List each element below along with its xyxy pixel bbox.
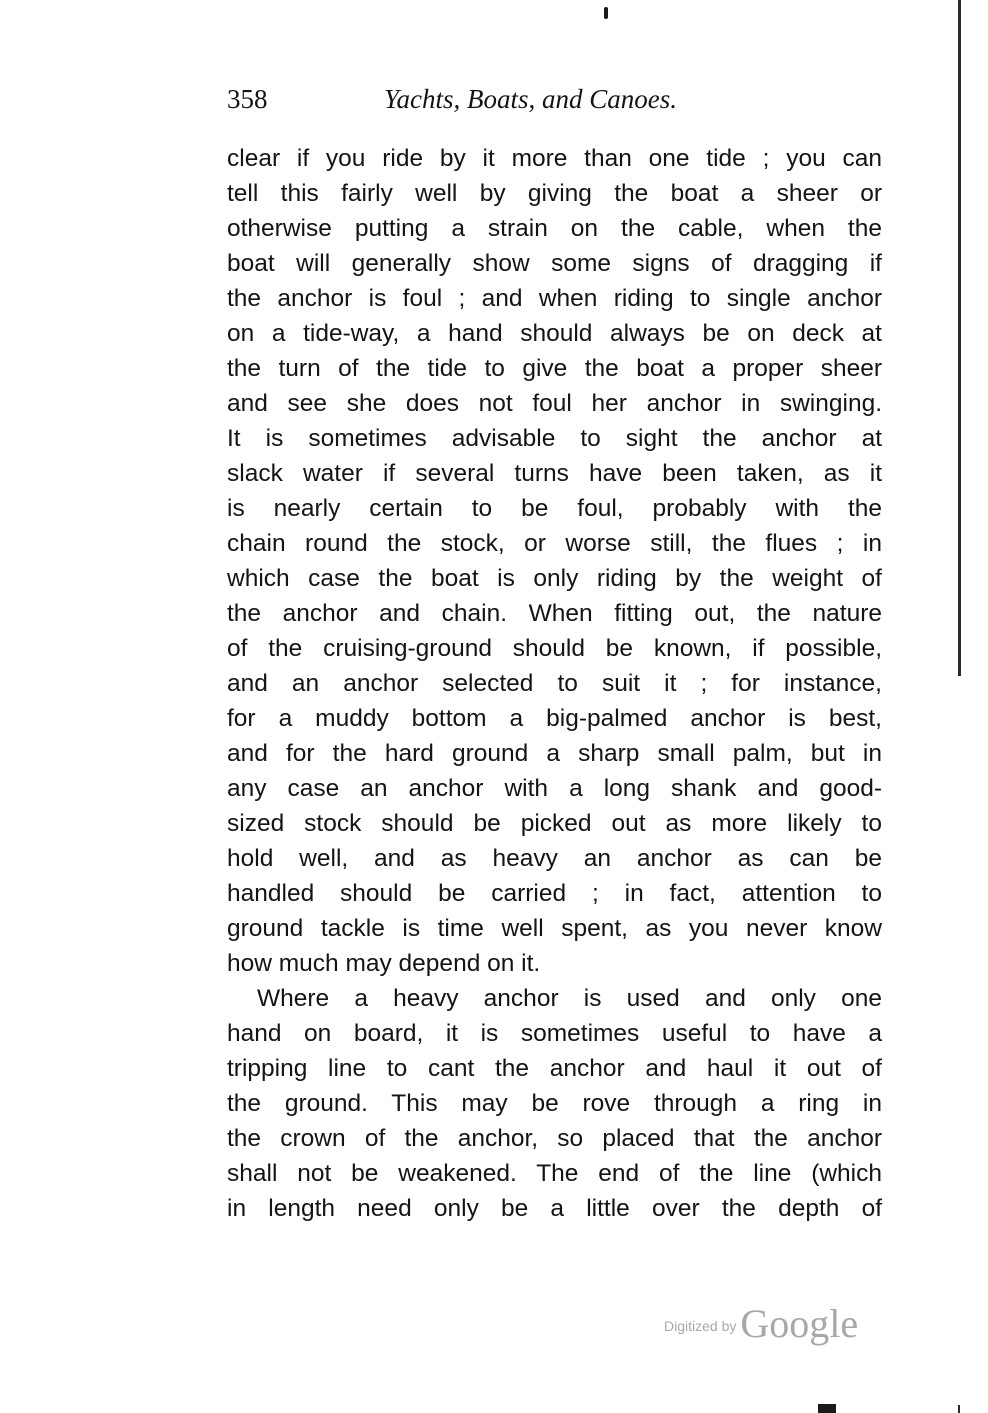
text-line: the turn of the tide to give the boat a proper sheer [227, 355, 882, 382]
text-line: chain round the stock, or worse still, the flues ; in [227, 530, 882, 557]
page-edge-line-bottom [958, 1405, 960, 1413]
text-line: how much may depend on it. [227, 950, 541, 977]
text-line: the ground. This may be rove through a ring in [227, 1090, 882, 1117]
text-line: hold well, and as heavy an anchor as can be [227, 845, 882, 872]
text-line: boat will generally show some signs of dragging if [227, 250, 882, 277]
text-line: It is sometimes advisable to sight the anchor at [227, 425, 882, 452]
scan-mark-bottom [818, 1404, 836, 1413]
text-line: slack water if several turns have been taken, as it [227, 460, 882, 487]
watermark-brand: Google [740, 1301, 859, 1346]
page-header [227, 84, 887, 124]
text-line: and for the hard ground a sharp small palm, but in [227, 740, 882, 767]
page-number: 358 [227, 84, 268, 114]
text-line: in length need only be a little over the depth of [227, 1195, 882, 1222]
text-line: and see she does not foul her anchor in swinging. [227, 390, 882, 417]
text-line: clear if you ride by it more than one tide ; you can [227, 145, 882, 172]
watermark-prefix: Digitized by [664, 1318, 737, 1334]
text-line: tripping line to cant the anchor and haul it out of [227, 1055, 882, 1082]
text-line: on a tide-way, a hand should always be on deck at [227, 320, 882, 347]
text-line: of the cruising-ground should be known, if possible, [227, 635, 882, 662]
text-line: for a muddy bottom a big-palmed anchor is best, [227, 705, 882, 732]
body-text [227, 141, 882, 1226]
text-line: Where a heavy anchor is used and only one [257, 985, 882, 1012]
text-line: tell this fairly well by giving the boat a sheer or [227, 180, 882, 207]
text-line: the anchor is foul ; and when riding to single anchor [227, 285, 882, 312]
text-line: handled should be carried ; in fact, attention to [227, 880, 882, 907]
text-line: shall not be weakened. The end of the line (which [227, 1160, 882, 1187]
text-line: and an anchor selected to suit it ; for instance, [227, 670, 882, 697]
text-line: which case the boat is only riding by the weight of [227, 565, 882, 592]
running-title: Yachts, Boats, and Canoes. [384, 84, 678, 114]
text-line: any case an anchor with a long shank and good- [227, 775, 882, 802]
page-edge-line [958, 0, 961, 676]
text-line: is nearly certain to be foul, probably with the [227, 495, 882, 522]
text-line: the anchor and chain. When fitting out, the nature [227, 600, 882, 627]
text-line: otherwise putting a strain on the cable, when the [227, 215, 882, 242]
text-line: hand on board, it is sometimes useful to have a [227, 1020, 882, 1047]
text-line: the crown of the anchor, so placed that the anchor [227, 1125, 882, 1152]
digitized-by-watermark [664, 1300, 858, 1350]
text-line: sized stock should be picked out as more likely to [227, 810, 882, 837]
text-line: ground tackle is time well spent, as you never know [227, 915, 882, 942]
scan-mark-top [604, 7, 608, 19]
